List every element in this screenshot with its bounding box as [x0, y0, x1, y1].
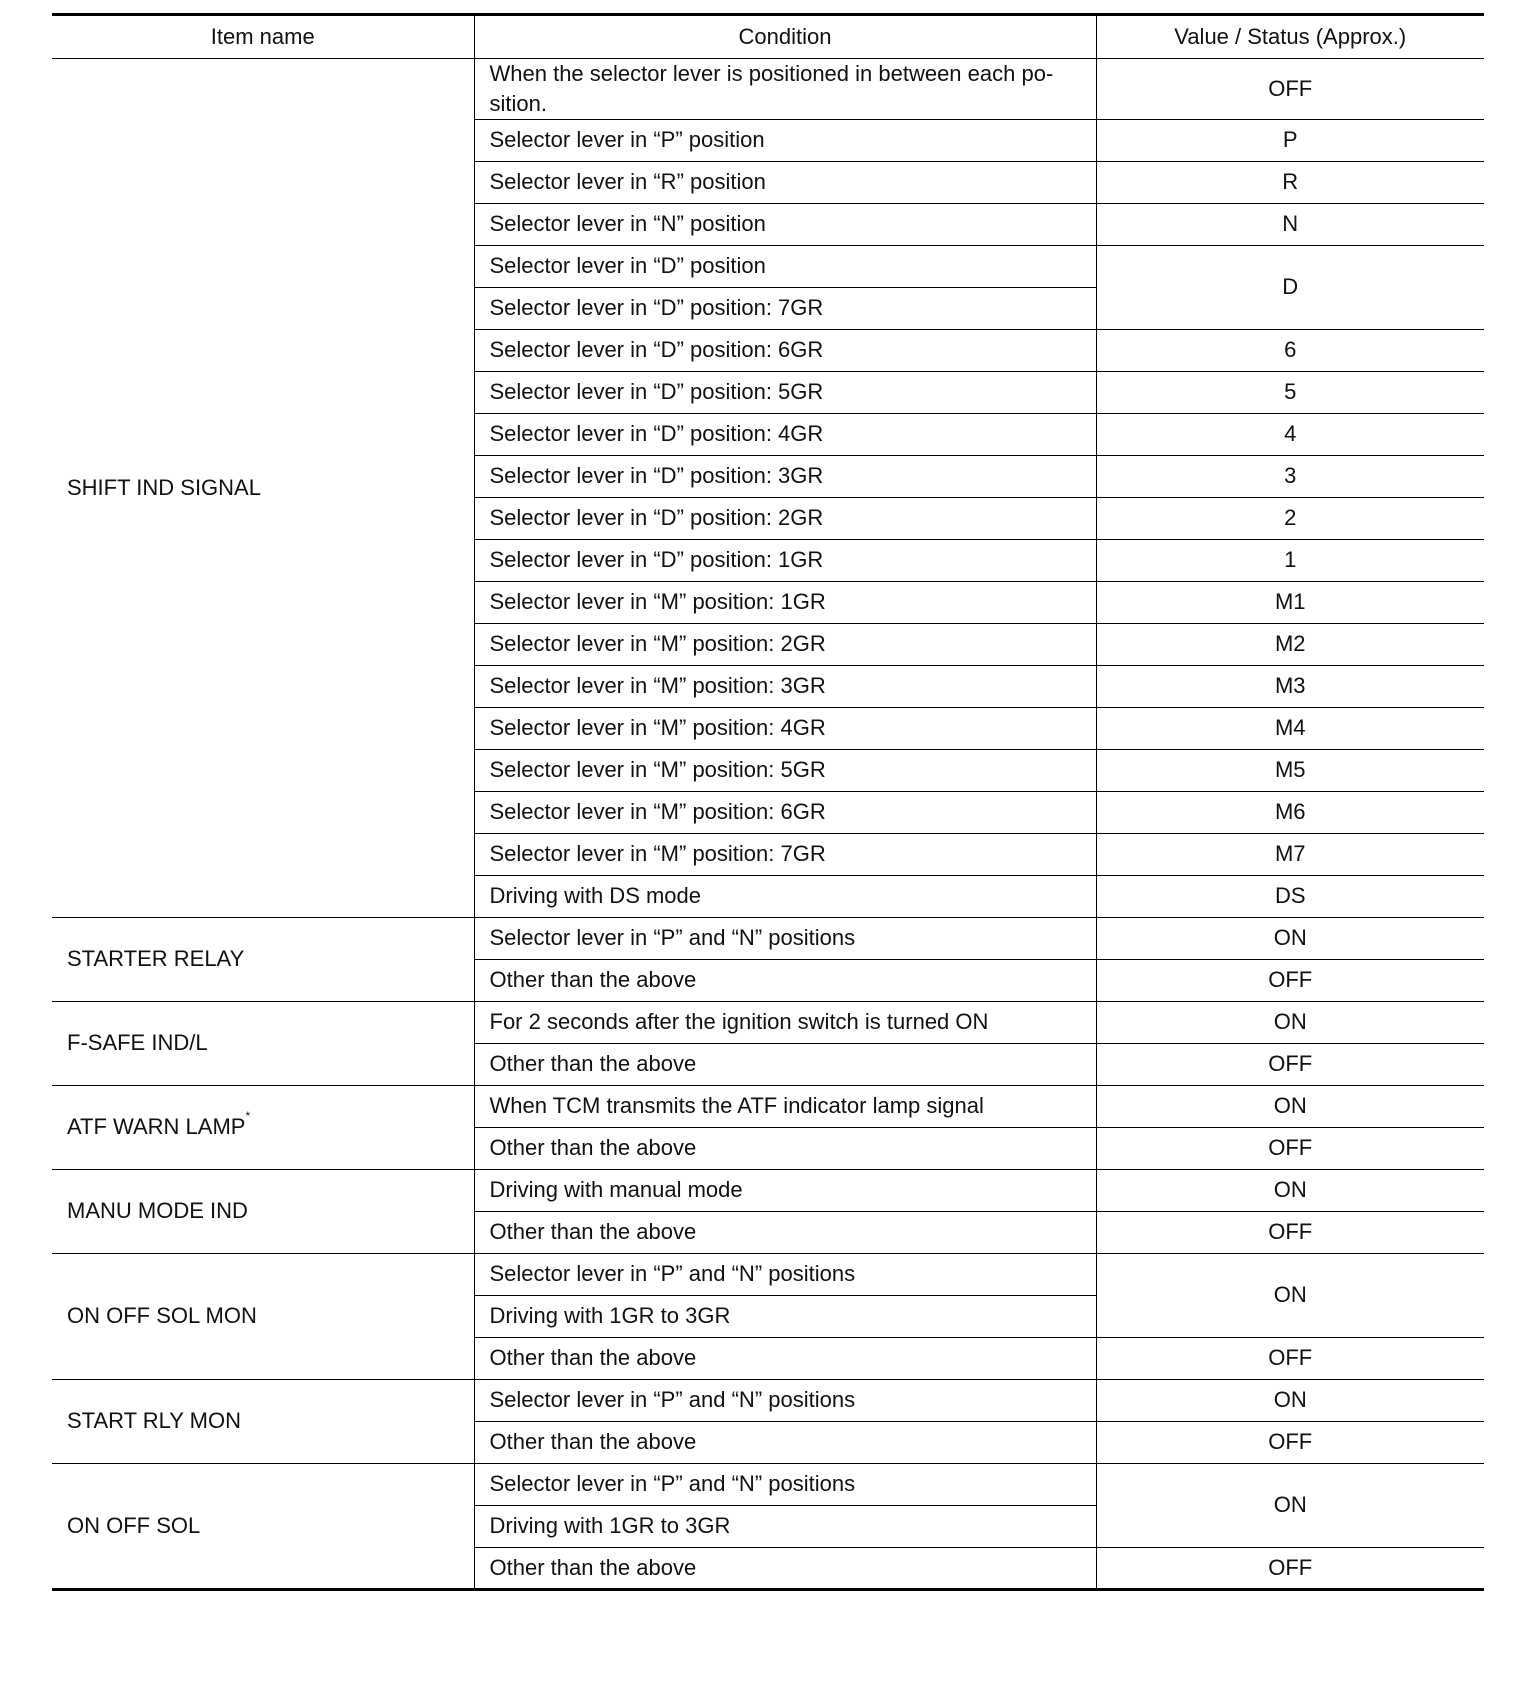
condition-cell: Selector lever in “M” position: 7GR	[474, 833, 1096, 875]
condition-cell: Selector lever in “R” position	[474, 161, 1096, 203]
item-name-cell: ON OFF SOL	[52, 1463, 474, 1589]
condition-cell: Other than the above	[474, 1337, 1096, 1379]
footnote-mark: *	[245, 1109, 251, 1124]
item-name-cell	[52, 1085, 474, 1169]
value-cell: OFF	[1096, 959, 1484, 1001]
table-row	[52, 1085, 1484, 1127]
value-cell: R	[1096, 161, 1484, 203]
item-name-cell: START RLY MON	[52, 1379, 474, 1463]
item-name-text: ATF WARN LAMP	[67, 1114, 246, 1140]
condition-cell: Driving with 1GR to 3GR	[474, 1295, 1096, 1337]
value-cell: M3	[1096, 665, 1484, 707]
value-cell: OFF	[1096, 1547, 1484, 1589]
condition-cell: Selector lever in “P” and “N” positions	[474, 1463, 1096, 1505]
header-item-name: Item name	[52, 15, 474, 59]
value-cell: OFF	[1096, 1211, 1484, 1253]
condition-cell: Selector lever in “M” position: 1GR	[474, 581, 1096, 623]
value-cell: ON	[1096, 1463, 1484, 1547]
value-cell: OFF	[1096, 1127, 1484, 1169]
table-row	[52, 1379, 1484, 1421]
condition-cell: Selector lever in “P” and “N” positions	[474, 1253, 1096, 1295]
condition-cell: Selector lever in “D” position: 1GR	[474, 539, 1096, 581]
value-cell: 2	[1096, 497, 1484, 539]
value-cell: 4	[1096, 413, 1484, 455]
condition-cell: Other than the above	[474, 1421, 1096, 1463]
value-cell: N	[1096, 203, 1484, 245]
condition-cell: Driving with manual mode	[474, 1169, 1096, 1211]
value-cell: ON	[1096, 1001, 1484, 1043]
header-condition: Condition	[474, 15, 1096, 59]
value-cell: OFF	[1096, 1043, 1484, 1085]
condition-cell: Other than the above	[474, 1547, 1096, 1589]
value-cell: 3	[1096, 455, 1484, 497]
condition-cell: Other than the above	[474, 959, 1096, 1001]
table-row	[52, 1169, 1484, 1211]
condition-cell: For 2 seconds after the ignition switch is turned ON	[474, 1001, 1096, 1043]
value-cell: 1	[1096, 539, 1484, 581]
value-cell: OFF	[1096, 1337, 1484, 1379]
condition-cell: When the selector lever is positioned in between each po-sition.	[474, 59, 1096, 120]
table-row	[52, 1253, 1484, 1295]
item-name-cell: MANU MODE IND	[52, 1169, 474, 1253]
condition-cell: Selector lever in “N” position	[474, 203, 1096, 245]
value-cell: P	[1096, 119, 1484, 161]
value-cell: M1	[1096, 581, 1484, 623]
condition-cell: Selector lever in “P” and “N” positions	[474, 917, 1096, 959]
condition-cell: Selector lever in “M” position: 3GR	[474, 665, 1096, 707]
condition-cell: Selector lever in “M” position: 5GR	[474, 749, 1096, 791]
condition-cell: Selector lever in “D” position: 7GR	[474, 287, 1096, 329]
table-header-row	[52, 15, 1484, 59]
condition-cell: Selector lever in “D” position: 6GR	[474, 329, 1096, 371]
data-monitor-table	[52, 13, 1484, 1591]
condition-cell: Other than the above	[474, 1127, 1096, 1169]
condition-cell: Selector lever in “P” and “N” positions	[474, 1379, 1096, 1421]
value-cell: 5	[1096, 371, 1484, 413]
condition-cell: Selector lever in “D” position: 3GR	[474, 455, 1096, 497]
value-cell: ON	[1096, 1253, 1484, 1337]
value-cell: OFF	[1096, 59, 1484, 120]
value-cell: ON	[1096, 917, 1484, 959]
table-row	[52, 1463, 1484, 1505]
item-name-cell: STARTER RELAY	[52, 917, 474, 1001]
value-cell: M4	[1096, 707, 1484, 749]
value-cell: OFF	[1096, 1421, 1484, 1463]
value-cell: M5	[1096, 749, 1484, 791]
header-value: Value / Status (Approx.)	[1096, 15, 1484, 59]
condition-cell: Other than the above	[474, 1211, 1096, 1253]
condition-cell: When TCM transmits the ATF indicator lamp signal	[474, 1085, 1096, 1127]
condition-cell: Driving with 1GR to 3GR	[474, 1505, 1096, 1547]
value-cell: ON	[1096, 1085, 1484, 1127]
condition-cell: Selector lever in “D” position: 5GR	[474, 371, 1096, 413]
condition-cell: Selector lever in “D” position: 2GR	[474, 497, 1096, 539]
item-name-cell: ON OFF SOL MON	[52, 1253, 474, 1379]
table-row	[52, 59, 1484, 120]
value-cell: ON	[1096, 1379, 1484, 1421]
table-row	[52, 917, 1484, 959]
condition-cell: Driving with DS mode	[474, 875, 1096, 917]
condition-cell: Selector lever in “D” position: 4GR	[474, 413, 1096, 455]
item-name-cell: F-SAFE IND/L	[52, 1001, 474, 1085]
value-cell: M7	[1096, 833, 1484, 875]
item-name-cell: SHIFT IND SIGNAL	[52, 59, 474, 918]
value-cell: 6	[1096, 329, 1484, 371]
condition-cell: Selector lever in “M” position: 4GR	[474, 707, 1096, 749]
value-cell: DS	[1096, 875, 1484, 917]
value-cell: M6	[1096, 791, 1484, 833]
condition-cell: Other than the above	[474, 1043, 1096, 1085]
condition-cell: Selector lever in “D” position	[474, 245, 1096, 287]
condition-cell: Selector lever in “M” position: 6GR	[474, 791, 1096, 833]
value-cell: M2	[1096, 623, 1484, 665]
condition-cell: Selector lever in “P” position	[474, 119, 1096, 161]
value-cell: D	[1096, 245, 1484, 329]
condition-cell: Selector lever in “M” position: 2GR	[474, 623, 1096, 665]
table-row	[52, 1001, 1484, 1043]
value-cell: ON	[1096, 1169, 1484, 1211]
